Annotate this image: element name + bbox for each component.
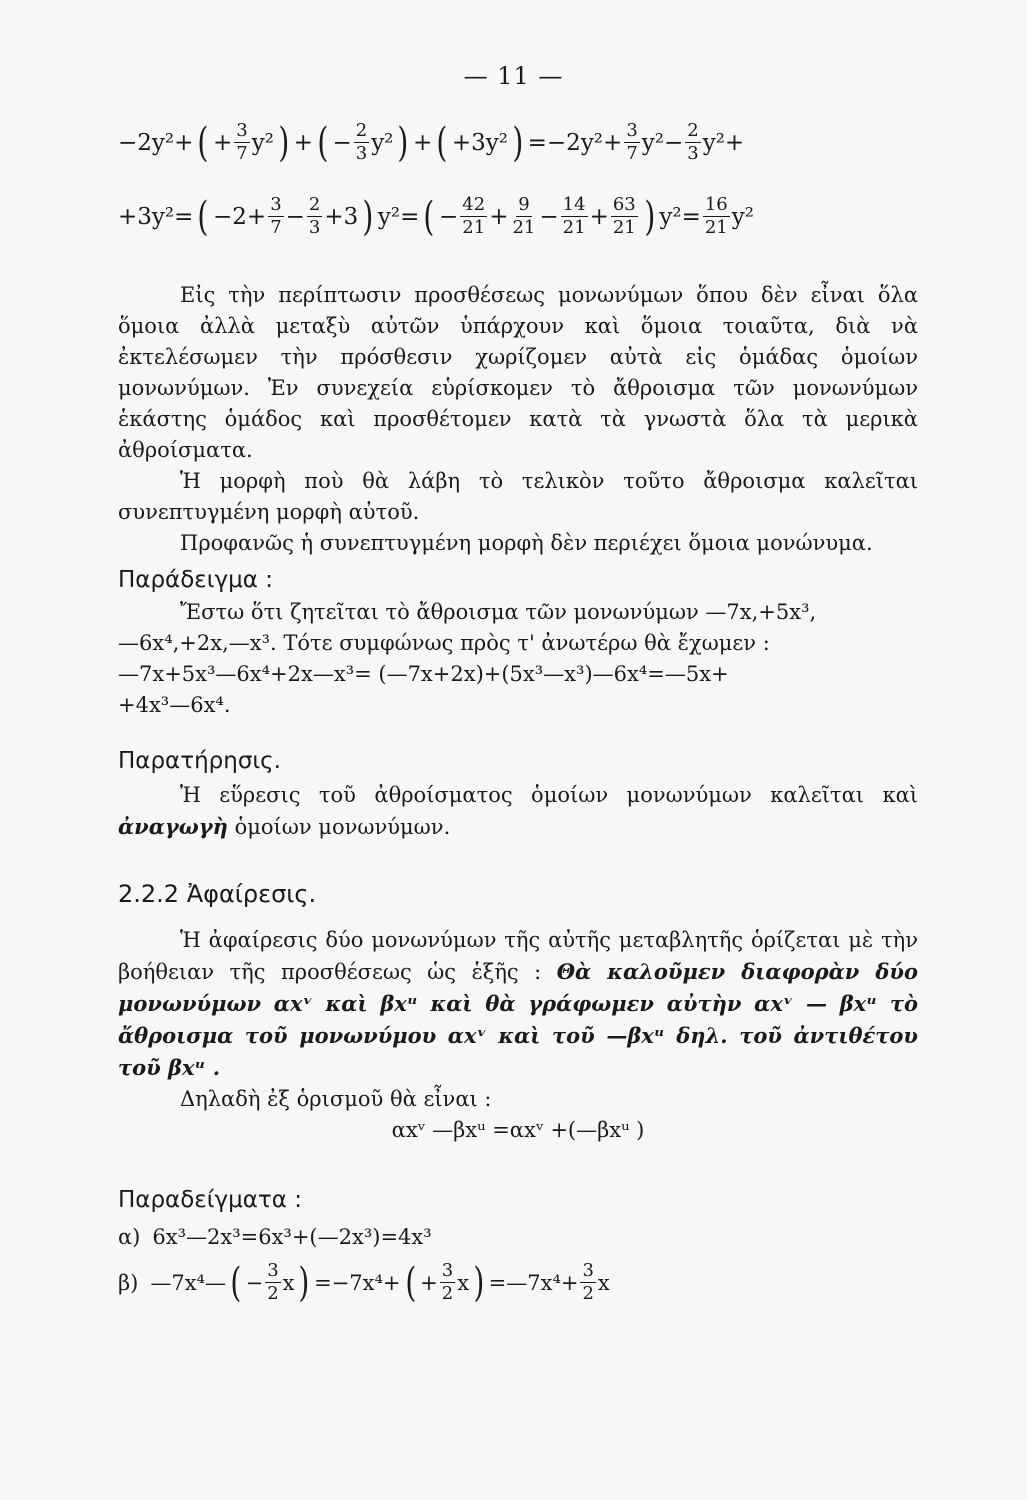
eq1-term: y² <box>371 129 394 156</box>
paren-open: ( <box>197 193 209 240</box>
eq1-term: +3y² <box>451 129 509 156</box>
fraction: $\frac{9}{21}$ <box>512 194 536 238</box>
subtraction-paragraph <box>118 925 918 1084</box>
eq1-term: −2y²+ <box>118 129 194 156</box>
fraction: $\frac{16}{21}$ <box>704 194 728 238</box>
example-b-sign: − <box>245 1270 264 1295</box>
subtraction-intro: Ἡ ἀφαίρεσις δύο μονωνύμων τῆς αὐτῆς μεταβλητῆς ὁρίζεται μὲ τὴν βοήθειαν τῆς προσθέσεως ὡς ἑξῆς : <box>118 928 918 984</box>
remark-main: Ἡ εὕρεσις τοῦ ἀθροίσματος ὁμοίων μονωνύμων καλεῖται καὶ <box>180 783 918 807</box>
example-line: —7x+5x³—6x⁴+2x—x³= (—7x+2x)+(5x³—x³)—6x⁴=—5x+ <box>118 662 729 686</box>
eq1-sign: + <box>413 129 433 156</box>
fraction: $\frac{2}{3}$ <box>687 120 699 164</box>
example-line: —6x⁴,+2x,—x³. Τότε συμφώνως πρὸς τ' ἀνωτέρω θὰ ἔχωμεν : <box>118 631 770 655</box>
fraction: $\frac{3}{2}$ <box>582 1260 594 1304</box>
paren-close: ) <box>512 119 524 166</box>
fraction: $\frac{3}{2}$ <box>267 1260 279 1304</box>
paren-open: ( <box>436 119 448 166</box>
fraction: $\frac{2}{3}$ <box>355 120 368 164</box>
paren-open: ( <box>230 1259 242 1306</box>
example-b-term: =−7x⁴+ <box>314 1270 401 1295</box>
page-number: — 11 — <box>463 62 564 90</box>
eq1-term: y²− <box>641 129 684 156</box>
fraction: $\frac{2}{3}$ <box>308 194 321 238</box>
example-block <box>118 597 918 721</box>
fraction: $\frac{3}{7}$ <box>270 194 282 238</box>
example-heading: Παράδειγμα : <box>118 567 273 593</box>
remark-text <box>118 780 918 843</box>
eq2-term: −2+ <box>213 203 267 230</box>
remark-tail: ὁμοίων μονωνύμων. <box>234 815 451 839</box>
paren-close: ) <box>397 119 409 166</box>
eq1-term: =−2y²+ <box>527 129 623 156</box>
remark-heading: Παρατήρησις. <box>118 748 281 774</box>
remark-block <box>118 780 918 843</box>
example-b-term: =—7x⁴+ <box>488 1270 579 1295</box>
subtraction-formula: αxᵛ —βxᵘ =αxᵛ +(—βxᵘ ) <box>391 1118 645 1142</box>
example-line: +4x³—6x⁴. <box>118 693 231 717</box>
eq2-sign: + <box>489 203 509 230</box>
paren-open: ( <box>317 119 329 166</box>
example-b-term: x <box>597 1270 610 1295</box>
example-b-sign: + <box>420 1270 438 1295</box>
paren-close: ) <box>362 193 374 240</box>
subtraction-block <box>118 925 918 1146</box>
paren-close: ) <box>644 193 656 240</box>
remark-term: ἀναγωγὴ <box>118 814 228 839</box>
example-b <box>118 1259 610 1306</box>
section-title: 2.2.2 Ἀφαίρεσις. <box>118 880 317 908</box>
paren-open: ( <box>404 1259 416 1306</box>
paragraph: Προφανῶς ἡ συνεπτυγμένη μορφὴ δὲν περιέχει ὅμοια μονώνυμα. <box>180 531 873 555</box>
subtraction-thus: Δηλαδὴ ἐξ ὁρισμοῦ θὰ εἶναι : <box>180 1087 492 1111</box>
eq2-sign: − <box>539 203 559 230</box>
eq2-sign: + <box>589 203 609 230</box>
fraction: $\frac{3}{2}$ <box>441 1260 454 1304</box>
paragraph: Εἰς τὴν περίπτωσιν προσθέσεως μονωνύμων ὅπου δὲν εἶναι ὅλα ὅμοια ἀλλὰ μεταξὺ αὐτῶν ὑπάρχουν καὶ ὅμοια τοιαῦτα, διὰ νὰ ἐκτελέσωμεν τὴν πρόσθεσιν χωρίζομεν αὐτὰ εἰς ὁμάδας ὁμοίων μονωνύμων. Ἐν συνεχεία εὑρίσκομεν τὸ ἄθροισμα τῶν μονωνύμων ἑκάστης ὁμάδος καὶ προσθέτομεν κατὰ τὰ γνωστὰ ὅλα τὰ μερικὰ ἀθροίσματα. <box>118 283 918 462</box>
eq1-sign: + <box>213 129 233 156</box>
example-a <box>118 1225 432 1249</box>
eq2-term: y² <box>731 203 754 230</box>
body-text <box>118 280 918 559</box>
equation-line-2 <box>118 193 754 240</box>
subtraction-definition: Θὰ καλοῦμεν διαφορὰν δύο μονωνύμων αxᵛ καὶ βxᵘ καὶ θὰ γράφωμεν αὐτὴν αxᵛ — βxᵘ τὸ ἄθροισμα τοῦ μονωνύμου αxᵛ καὶ τοῦ —βxᵘ δηλ. τοῦ ἀντιθέτου τοῦ βxᵘ . <box>118 959 918 1080</box>
eq2-sign: − <box>439 203 459 230</box>
equation-line-1 <box>118 119 745 166</box>
example-b-term: —7x⁴— <box>150 1270 226 1295</box>
fraction: $\frac{63}{21}$ <box>612 194 636 238</box>
fraction: $\frac{14}{21}$ <box>562 194 586 238</box>
fraction: $\frac{3}{7}$ <box>236 120 248 164</box>
eq2-term: y²= <box>377 203 420 230</box>
example-a-text: 6x³—2x³=6x³+(—2x³)=4x³ <box>152 1225 432 1249</box>
example-b-term: x <box>282 1270 295 1295</box>
eq1-sign: + <box>293 129 313 156</box>
eq2-term: +3 <box>324 203 359 230</box>
example-b-label: β) <box>118 1270 139 1295</box>
paren-open: ( <box>423 193 435 240</box>
paren-close: ) <box>278 119 290 166</box>
eq2-term: +3y²= <box>118 203 194 230</box>
example-a-label: α) <box>118 1225 141 1249</box>
eq1-term: y² <box>251 129 274 156</box>
fraction: $\frac{42}{21}$ <box>462 194 486 238</box>
eq2-sign: − <box>285 203 305 230</box>
paragraph: Ἡ μορφὴ ποὺ θὰ λάβη τὸ τελικὸν τοῦτο ἄθροισμα καλεῖται συνεπτυγμένη μορφὴ αὐτοῦ. <box>118 469 918 524</box>
fraction: $\frac{3}{7}$ <box>626 120 638 164</box>
eq1-sign: − <box>332 129 352 156</box>
paren-close: ) <box>298 1259 310 1306</box>
examples-heading: Παραδείγματα : <box>118 1187 302 1213</box>
paren-close: ) <box>473 1259 485 1306</box>
eq2-term: y²= <box>659 203 701 230</box>
example-b-term: x <box>457 1270 470 1295</box>
paren-open: ( <box>197 119 209 166</box>
eq1-term: y²+ <box>702 129 745 156</box>
example-line: Ἔστω ὅτι ζητεῖται τὸ ἄθροισμα τῶν μονωνύμων —7x,+5x³, <box>180 600 817 624</box>
